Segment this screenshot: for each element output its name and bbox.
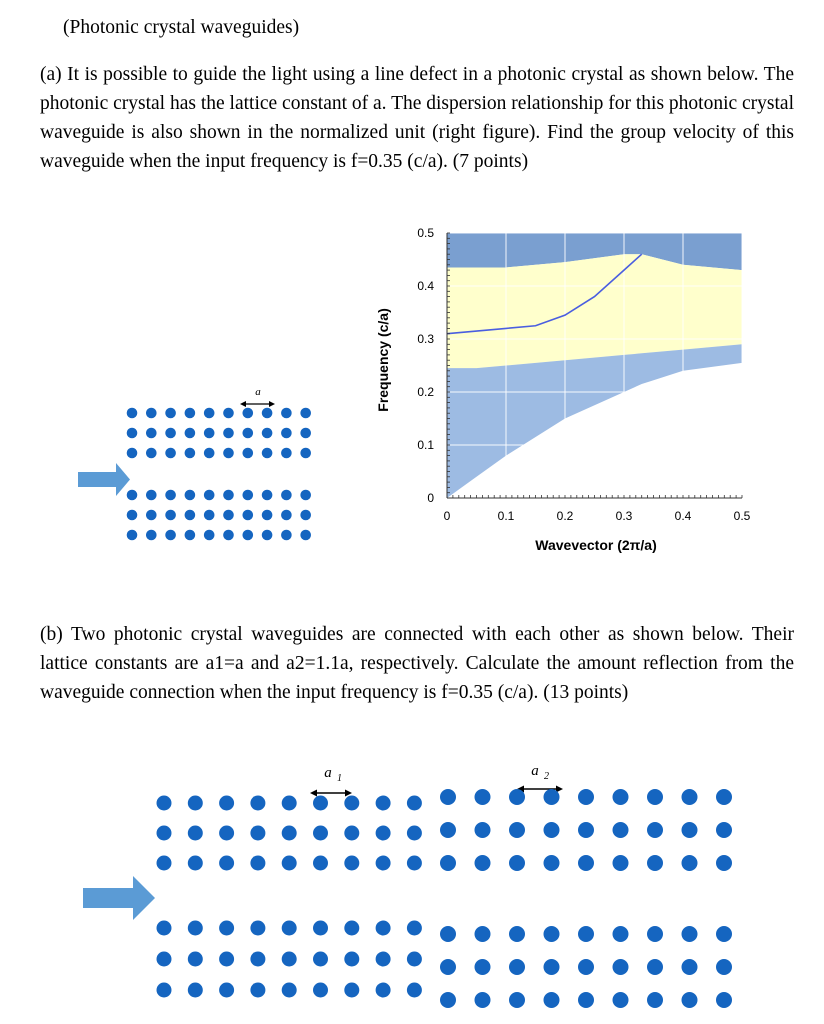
part-b-text: (b) Two photonic crystal waveguides are connected with each other as shown below. Their lattice constants are a1=a and a2=1.1a, respectively. Calculate the amount reflection from the waveguide connection when the input frequency is f=0.35 (c/a). (13 points): [40, 624, 794, 703]
crystal-a-dots: [127, 408, 311, 541]
crystal-rod-a1: [157, 952, 172, 967]
crystal-rod-a2: [440, 789, 456, 805]
y-tick-label: 0.1: [417, 438, 434, 452]
a1-label: a: [324, 765, 332, 781]
crystal-rod-a2: [716, 926, 732, 942]
crystal-rod-a1: [407, 856, 422, 871]
crystal-rod: [300, 428, 311, 439]
crystal-rod-a1: [344, 796, 359, 811]
input-arrow-b: [83, 876, 155, 920]
crystal-rod-a1: [376, 796, 391, 811]
crystal-rod: [165, 408, 176, 419]
crystal-rod: [146, 490, 157, 501]
crystal-rod-a1: [376, 826, 391, 841]
crystal-rod: [281, 448, 292, 459]
lower-band-area: [447, 344, 742, 498]
crystal-rod-a2: [475, 959, 491, 975]
crystal-rod: [243, 408, 254, 419]
crystal-rod-a1: [376, 952, 391, 967]
crystal-rod-a1: [219, 921, 234, 936]
crystal-rod: [185, 490, 196, 501]
crystal-rod: [281, 428, 292, 439]
crystal-rod-a2: [682, 822, 698, 838]
crystal-rod-a2: [613, 855, 629, 871]
crystal-rod-a2: [613, 992, 629, 1008]
crystal-rod-a1: [188, 921, 203, 936]
crystal-rod-a1: [344, 952, 359, 967]
crystal-rod: [300, 530, 311, 541]
crystal-rod-a2: [544, 822, 560, 838]
y-tick-label: 0.5: [417, 226, 434, 240]
crystal-rod: [165, 448, 176, 459]
crystal-rod-a1: [344, 826, 359, 841]
crystal-rod: [223, 490, 234, 501]
crystal-rod: [281, 490, 292, 501]
crystal-rod-a1: [282, 796, 297, 811]
crystal-rod: [204, 490, 215, 501]
crystal-rod-a2: [440, 992, 456, 1008]
crystal-rod-a2: [440, 959, 456, 975]
crystal-rod-a2: [544, 992, 560, 1008]
crystal-rod: [243, 510, 254, 521]
crystal-rod-a2: [682, 926, 698, 942]
lattice-a-label: [240, 386, 275, 407]
crystal-rod-a2: [475, 926, 491, 942]
crystal-rod: [146, 530, 157, 541]
lattice-arrow-left: [240, 401, 246, 407]
crystal-rod-a2: [578, 855, 594, 871]
crystal-rod-a2: [716, 959, 732, 975]
crystal-rod: [223, 428, 234, 439]
crystal-rod-a1: [344, 921, 359, 936]
crystal-rod: [204, 408, 215, 419]
crystal-rod-a2: [578, 926, 594, 942]
y-axis-label: Frequency (c/a): [375, 308, 391, 412]
crystal-rod: [281, 530, 292, 541]
crystal-rod-a1: [313, 983, 328, 998]
crystal-rod: [262, 510, 273, 521]
crystal-rod: [204, 510, 215, 521]
x-tick-label: 0.1: [497, 509, 515, 523]
crystal-rod: [281, 510, 292, 521]
crystal-rod: [204, 428, 215, 439]
crystal-rod-a2: [613, 822, 629, 838]
crystal-rod: [281, 408, 292, 419]
crystal-rod-a2: [716, 992, 732, 1008]
problem-title: (Photonic crystal waveguides): [63, 17, 300, 38]
dispersion-chart: [360, 220, 780, 565]
crystal-rod-a1: [157, 921, 172, 936]
crystal-rod: [204, 530, 215, 541]
lattice-constant-label: a: [255, 386, 261, 398]
crystal-rod-a2: [682, 992, 698, 1008]
crystal-rod: [262, 428, 273, 439]
crystal-rod: [262, 408, 273, 419]
crystal-b-dots: [157, 789, 733, 1008]
y-tick-label: 0.3: [417, 332, 434, 346]
crystal-rod-a1: [376, 856, 391, 871]
crystal-rod-a2: [544, 855, 560, 871]
crystal-rod-a2: [544, 959, 560, 975]
crystal-rod-a2: [509, 822, 525, 838]
crystal-rod-a2: [544, 789, 560, 805]
crystal-rod-a1: [250, 826, 265, 841]
crystal-rod: [262, 490, 273, 501]
crystal-rod-a2: [509, 926, 525, 942]
crystal-rod-a2: [440, 822, 456, 838]
crystal-rod-a2: [647, 926, 663, 942]
crystal-rod-a1: [157, 796, 172, 811]
crystal-rod: [204, 448, 215, 459]
crystal-rod-a2: [440, 855, 456, 871]
crystal-rod: [223, 530, 234, 541]
crystal-rod-a1: [282, 856, 297, 871]
crystal-rod-a2: [613, 959, 629, 975]
crystal-rod: [146, 428, 157, 439]
crystal-rod: [185, 408, 196, 419]
a2-label: a: [531, 763, 539, 779]
crystal-rod-a2: [440, 926, 456, 942]
crystal-rod: [146, 448, 157, 459]
input-arrow-a: [78, 463, 130, 496]
crystal-rod-a1: [282, 826, 297, 841]
crystal-rod: [300, 408, 311, 419]
crystal-rod: [165, 530, 176, 541]
crystal-rod-a2: [647, 855, 663, 871]
crystal-rod: [146, 510, 157, 521]
crystal-rod: [165, 510, 176, 521]
crystal-rod-a1: [313, 826, 328, 841]
crystal-rod-a1: [407, 826, 422, 841]
a2-subscript: 2: [544, 771, 549, 782]
crystal-rod-a2: [613, 926, 629, 942]
crystal-rod: [127, 530, 138, 541]
crystal-rod-a1: [407, 796, 422, 811]
crystal-rod-a1: [188, 826, 203, 841]
x-tick-label: 0.5: [733, 509, 751, 523]
crystal-rod-a2: [509, 855, 525, 871]
lattice-a1-label: [310, 765, 352, 797]
crystal-rod-a1: [188, 983, 203, 998]
y-tick-label: 0.2: [417, 385, 434, 399]
a1-arrow-right: [345, 790, 352, 797]
crystal-rod-a2: [682, 959, 698, 975]
crystal-rod-a1: [250, 921, 265, 936]
crystal-rod: [165, 490, 176, 501]
crystal-rod: [127, 510, 138, 521]
crystal-rod-a2: [647, 992, 663, 1008]
chart-plot-area: [447, 233, 742, 498]
crystal-rod-a2: [578, 992, 594, 1008]
crystal-rod-a2: [475, 822, 491, 838]
crystal-rod-a2: [682, 789, 698, 805]
crystal-rod: [146, 408, 157, 419]
crystal-rod: [165, 428, 176, 439]
crystal-rod-a2: [716, 822, 732, 838]
crystal-rod-a1: [219, 952, 234, 967]
lattice-arrow-right: [269, 401, 275, 407]
crystal-rod: [127, 448, 138, 459]
crystal-rod-a1: [157, 856, 172, 871]
x-axis-label: Wavevector (2π/a): [535, 537, 657, 553]
crystal-rod-a1: [344, 983, 359, 998]
crystal-rod-a2: [716, 789, 732, 805]
crystal-rod-a1: [250, 796, 265, 811]
part-a-text: (a) It is possible to guide the light using a line defect in a photonic crystal as shown below. The photonic crystal has the lattice constant of a. The dispersion relationship for this photonic crystal waveguide is also shown in the normalized unit (right figure). Find the group velocity of this waveguide when the input frequency is f=0.35 (c/a). (7 points): [40, 64, 794, 172]
crystal-rod-a1: [282, 952, 297, 967]
figure-b-crystals: [75, 755, 755, 1015]
a1-subscript: 1: [337, 773, 342, 784]
crystal-rod-a2: [509, 959, 525, 975]
crystal-rod: [262, 448, 273, 459]
crystal-rod-a1: [313, 952, 328, 967]
crystal-rod-a1: [219, 796, 234, 811]
crystal-rod: [223, 408, 234, 419]
crystal-rod: [300, 490, 311, 501]
crystal-rod: [262, 530, 273, 541]
crystal-rod: [300, 448, 311, 459]
crystal-rod-a1: [250, 856, 265, 871]
crystal-rod-a1: [282, 983, 297, 998]
crystal-rod-a1: [313, 856, 328, 871]
crystal-rod-a1: [188, 952, 203, 967]
crystal-rod-a2: [509, 789, 525, 805]
crystal-rod-a2: [578, 822, 594, 838]
crystal-rod-a2: [647, 789, 663, 805]
crystal-rod: [185, 510, 196, 521]
crystal-rod: [243, 490, 254, 501]
y-tick-label: 0.4: [417, 279, 434, 293]
lattice-a2-label: [517, 763, 563, 793]
crystal-rod: [185, 448, 196, 459]
crystal-rod: [243, 428, 254, 439]
a1-arrow-left: [310, 790, 317, 797]
crystal-rod-a2: [578, 789, 594, 805]
crystal-rod-a1: [376, 983, 391, 998]
crystal-rod-a1: [313, 796, 328, 811]
crystal-rod-a2: [475, 855, 491, 871]
crystal-rod-a1: [157, 826, 172, 841]
x-tick-label: 0.3: [615, 509, 633, 523]
crystal-rod: [223, 510, 234, 521]
crystal-rod-a1: [313, 921, 328, 936]
crystal-rod-a1: [376, 921, 391, 936]
crystal-rod-a1: [188, 856, 203, 871]
crystal-rod: [185, 530, 196, 541]
crystal-rod: [127, 408, 138, 419]
figure-a-crystal: [70, 380, 340, 560]
crystal-rod: [300, 510, 311, 521]
x-tick-label: 0: [443, 509, 451, 523]
crystal-rod-a2: [509, 992, 525, 1008]
crystal-rod: [127, 490, 138, 501]
crystal-rod: [243, 530, 254, 541]
crystal-rod-a2: [647, 822, 663, 838]
crystal-rod-a2: [475, 789, 491, 805]
crystal-rod-a1: [282, 921, 297, 936]
crystal-rod-a2: [647, 959, 663, 975]
crystal-rod: [223, 448, 234, 459]
crystal-rod-a1: [407, 983, 422, 998]
crystal-rod-a1: [407, 921, 422, 936]
crystal-rod: [185, 428, 196, 439]
crystal-rod-a1: [157, 983, 172, 998]
crystal-rod: [243, 448, 254, 459]
crystal-rod-a1: [344, 856, 359, 871]
crystal-rod-a1: [219, 826, 234, 841]
crystal-rod-a1: [250, 983, 265, 998]
crystal-rod-a1: [219, 983, 234, 998]
crystal-rod-a1: [219, 856, 234, 871]
crystal-rod-a2: [716, 855, 732, 871]
crystal-rod-a2: [578, 959, 594, 975]
crystal-rod-a2: [682, 855, 698, 871]
crystal-rod-a1: [407, 952, 422, 967]
x-tick-label: 0.4: [674, 509, 692, 523]
crystal-rod-a2: [544, 926, 560, 942]
crystal-rod-a2: [613, 789, 629, 805]
crystal-rod-a2: [475, 992, 491, 1008]
crystal-rod-a1: [250, 952, 265, 967]
x-tick-label: 0.2: [556, 509, 574, 523]
crystal-rod: [127, 428, 138, 439]
crystal-rod-a1: [188, 796, 203, 811]
y-tick-label: 0: [427, 491, 434, 505]
